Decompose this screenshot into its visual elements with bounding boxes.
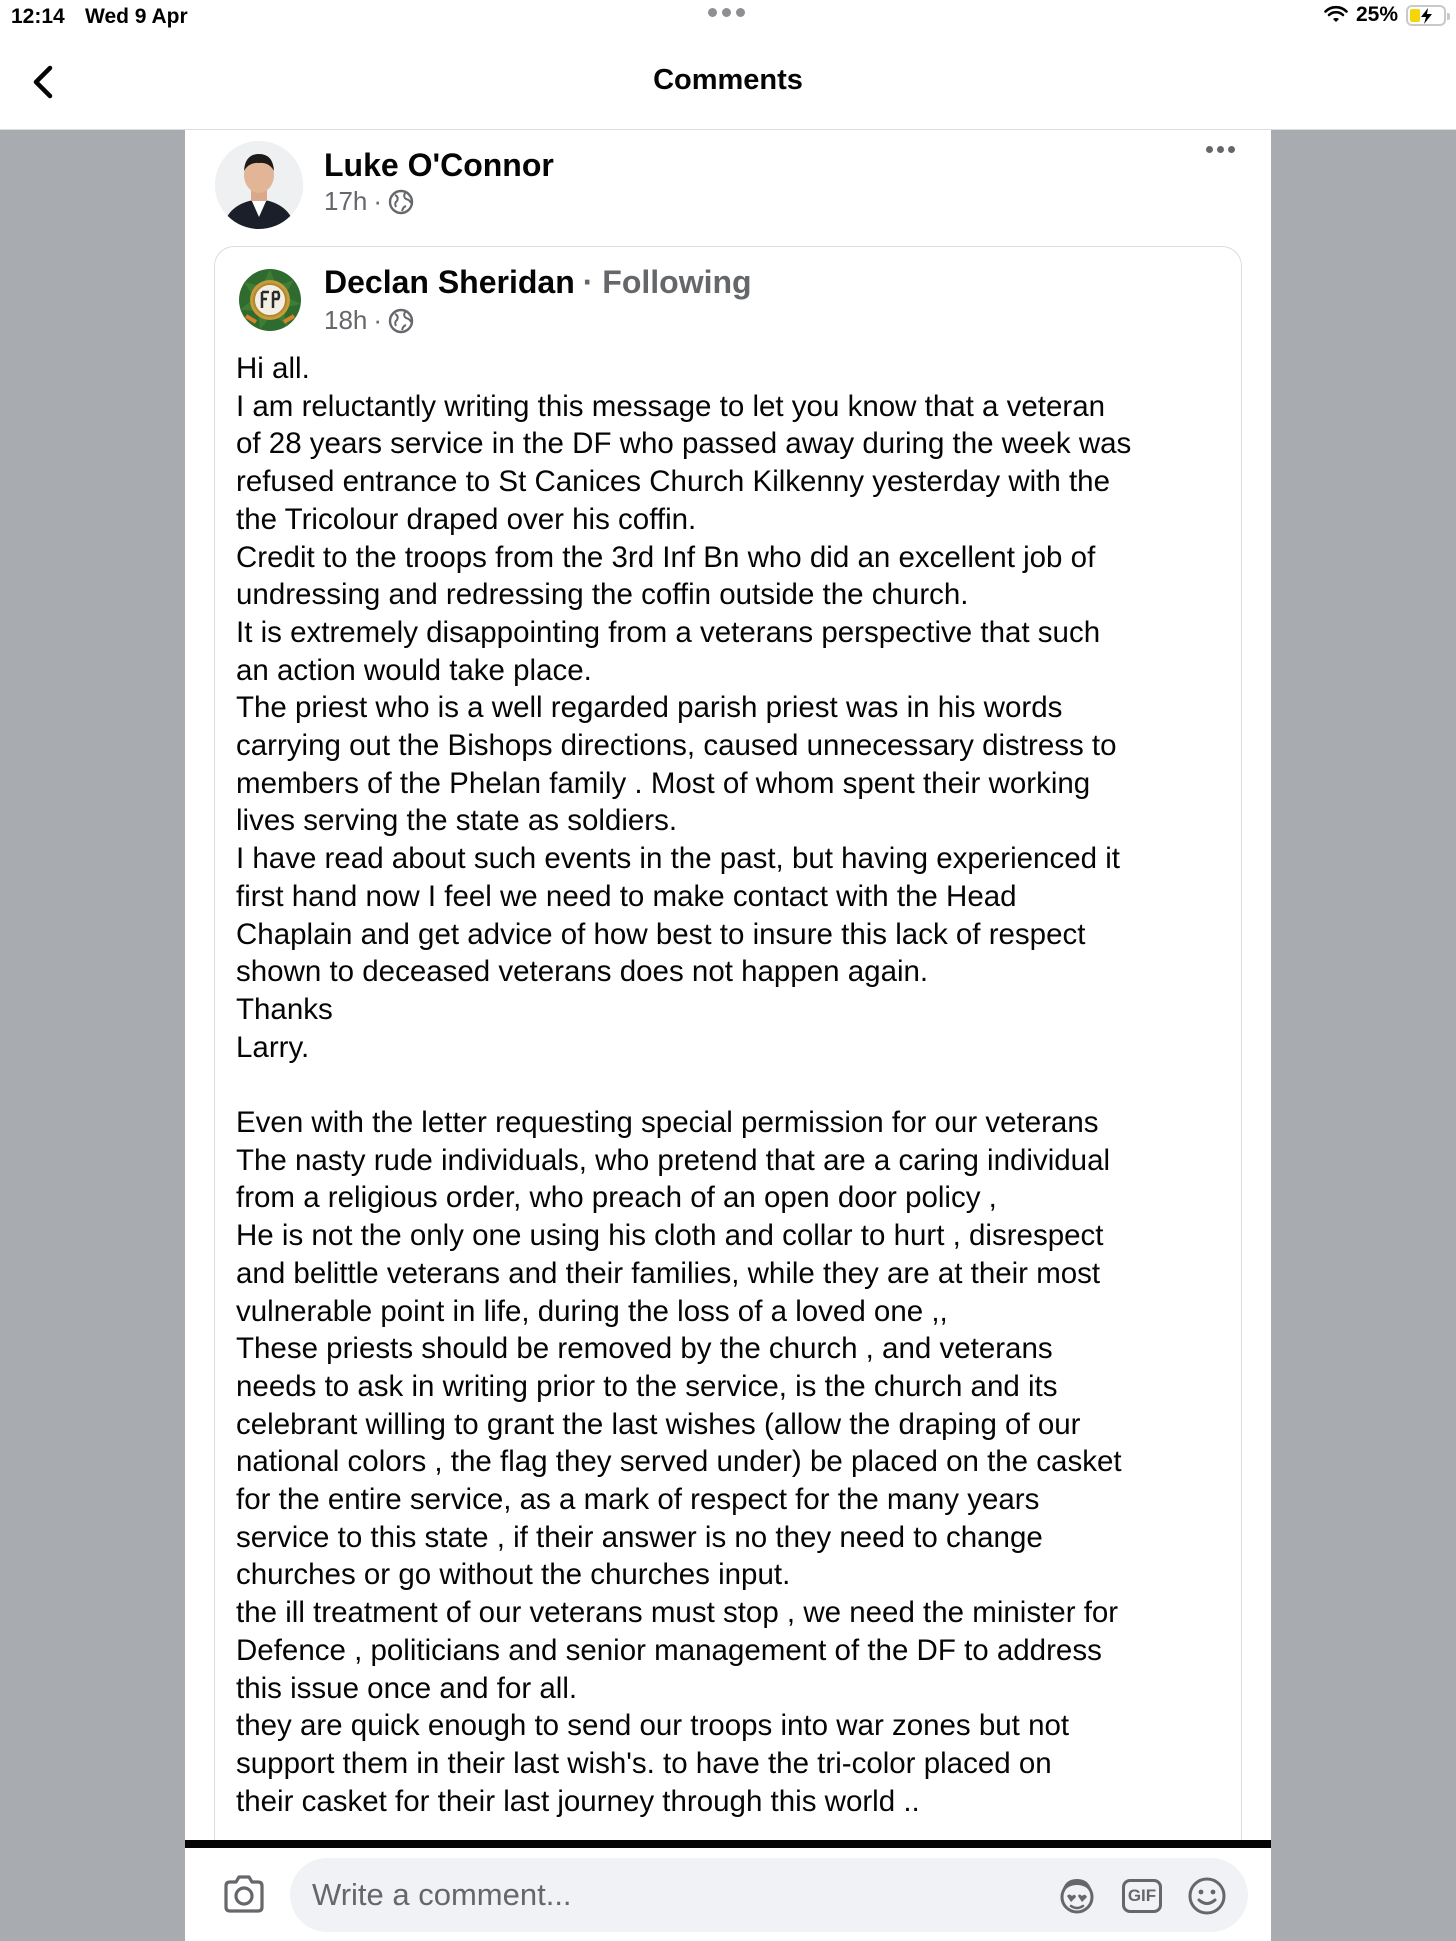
- post-text-line: needs to ask in writing prior to the service, is the church and its: [236, 1369, 1058, 1403]
- battery-charging-icon: [1406, 5, 1446, 26]
- meta-separator: ·: [373, 186, 383, 216]
- post-text-line: their casket for their last journey through this world ..: [236, 1784, 920, 1818]
- post-text-line: I am reluctantly writing this message to let you know that a veteran: [236, 389, 1106, 423]
- comments-header: [0, 34, 1456, 130]
- post-text-line: the ill treatment of our veterans must stop , we need the minister for: [236, 1596, 1119, 1630]
- post-text-line: The priest who is a well regarded parish priest was in his words: [236, 691, 1063, 725]
- post-text-line: of 28 years service in the DF who passed away during the week was: [236, 427, 1132, 461]
- post-text-line: Thanks: [236, 992, 333, 1026]
- post-text-line: celebrant willing to grant the last wishes (allow the draping of our: [236, 1407, 1081, 1441]
- status-time: 12:14: [11, 5, 65, 28]
- shared-author-row: [324, 264, 752, 301]
- post-text-line: from a religious order, who preach of an open door policy ,: [236, 1181, 997, 1215]
- post-text-line: they are quick enough to send our troops into war zones but not: [236, 1709, 1070, 1743]
- post-text-line: for the entire service, as a mark of respect for the many years: [236, 1483, 1040, 1517]
- post-text-line: vulnerable point in life, during the loss of a loved one ,,: [236, 1294, 948, 1328]
- post-text-line: undressing and redressing the coffin outside the church.: [236, 578, 969, 612]
- multitasking-dots-icon[interactable]: [708, 8, 745, 17]
- post-text-line: lives serving the state as soldiers.: [236, 804, 678, 838]
- post-text-line: The nasty rude individuals, who pretend that are a caring individual: [236, 1143, 1111, 1177]
- post-text-line: He is not the only one using his cloth and collar to hurt , disrespect: [236, 1219, 1104, 1253]
- post-text-line: Defence , politicians and senior management of the DF to address: [236, 1633, 1102, 1667]
- emoji-icon[interactable]: [1186, 1875, 1228, 1917]
- following-status[interactable]: · Following: [582, 264, 752, 300]
- post-text-line: carrying out the Bishops directions, caused unnecessary distress to: [236, 729, 1117, 763]
- post-text-line: an action would take place.: [236, 653, 592, 687]
- post-text-line: Larry.: [236, 1030, 310, 1064]
- status-date: Wed 9 Apr: [85, 5, 188, 28]
- shared-author-name[interactable]: Declan Sheridan: [324, 264, 575, 300]
- post-text-line: shown to deceased veterans does not happen again.: [236, 955, 929, 989]
- camera-icon[interactable]: [222, 1874, 266, 1914]
- post-text-line: Even with the letter requesting special permission for our veterans: [236, 1106, 1099, 1140]
- battery-percentage: 25%: [1355, 3, 1398, 26]
- post-text-line: It is extremely disappointing from a veterans perspective that such: [236, 615, 1101, 649]
- page-avatar[interactable]: [236, 266, 304, 334]
- post-text-line: this issue once and for all.: [236, 1671, 578, 1705]
- page-title: Comments: [653, 64, 803, 96]
- avatar-sticker-icon[interactable]: [1056, 1875, 1098, 1917]
- shared-post-body: [236, 350, 1236, 1820]
- divider: [185, 1840, 1271, 1848]
- post-text-line: members of the Phelan family . Most of whom spent their working: [236, 766, 1091, 800]
- comment-input[interactable]: [290, 1858, 1248, 1932]
- post-text-line: service to this state , if their answer is no they need to change: [236, 1520, 1043, 1554]
- post-text-line: [236, 1066, 1236, 1104]
- gif-label: GIF: [1122, 1879, 1162, 1913]
- post-text-line: These priests should be removed by the church , and veterans: [236, 1332, 1053, 1366]
- left-margin: [0, 130, 185, 1941]
- shared-post-meta: [324, 305, 414, 336]
- status-right: [1324, 3, 1446, 27]
- wifi-icon: [1324, 5, 1348, 25]
- gif-button[interactable]: [1121, 1875, 1163, 1917]
- post-text-line: churches or go without the churches input.: [236, 1558, 791, 1592]
- author-name[interactable]: Luke O'Connor: [324, 147, 554, 183]
- post-text-line: Credit to the troops from the 3rd Inf Bn who did an excellent job of: [236, 540, 1096, 574]
- avatar[interactable]: [215, 141, 303, 229]
- globe-icon: [388, 308, 414, 334]
- post-time[interactable]: 17h: [324, 186, 368, 216]
- post-meta: [324, 186, 414, 217]
- globe-icon: [388, 189, 414, 215]
- shared-post-time[interactable]: 18h: [324, 305, 368, 335]
- post-text-line: refused entrance to St Canices Church Kilkenny yesterday with the: [236, 465, 1110, 499]
- post-text-line: support them in their last wish's. to have the tri-color placed on: [236, 1747, 1052, 1780]
- post-text-line: the Tricolour draped over his coffin.: [236, 502, 697, 536]
- post-text-line: I have read about such events in the past, but having experienced it: [236, 842, 1120, 876]
- post-text-line: and belittle veterans and their families, while they are at their most: [236, 1256, 1101, 1290]
- post-text-line: national colors , the flag they served under) be placed on the casket: [236, 1445, 1122, 1479]
- meta-separator: ·: [373, 305, 383, 335]
- status-bar: [0, 0, 1456, 34]
- post-text-line: Chaplain and get advice of how best to insure this lack of respect: [236, 917, 1086, 951]
- post-text-line: first hand now I feel we need to make contact with the Head: [236, 879, 1017, 913]
- post-text-line: Hi all.: [236, 352, 310, 385]
- right-margin: [1271, 130, 1456, 1941]
- more-options-icon[interactable]: [1206, 146, 1235, 153]
